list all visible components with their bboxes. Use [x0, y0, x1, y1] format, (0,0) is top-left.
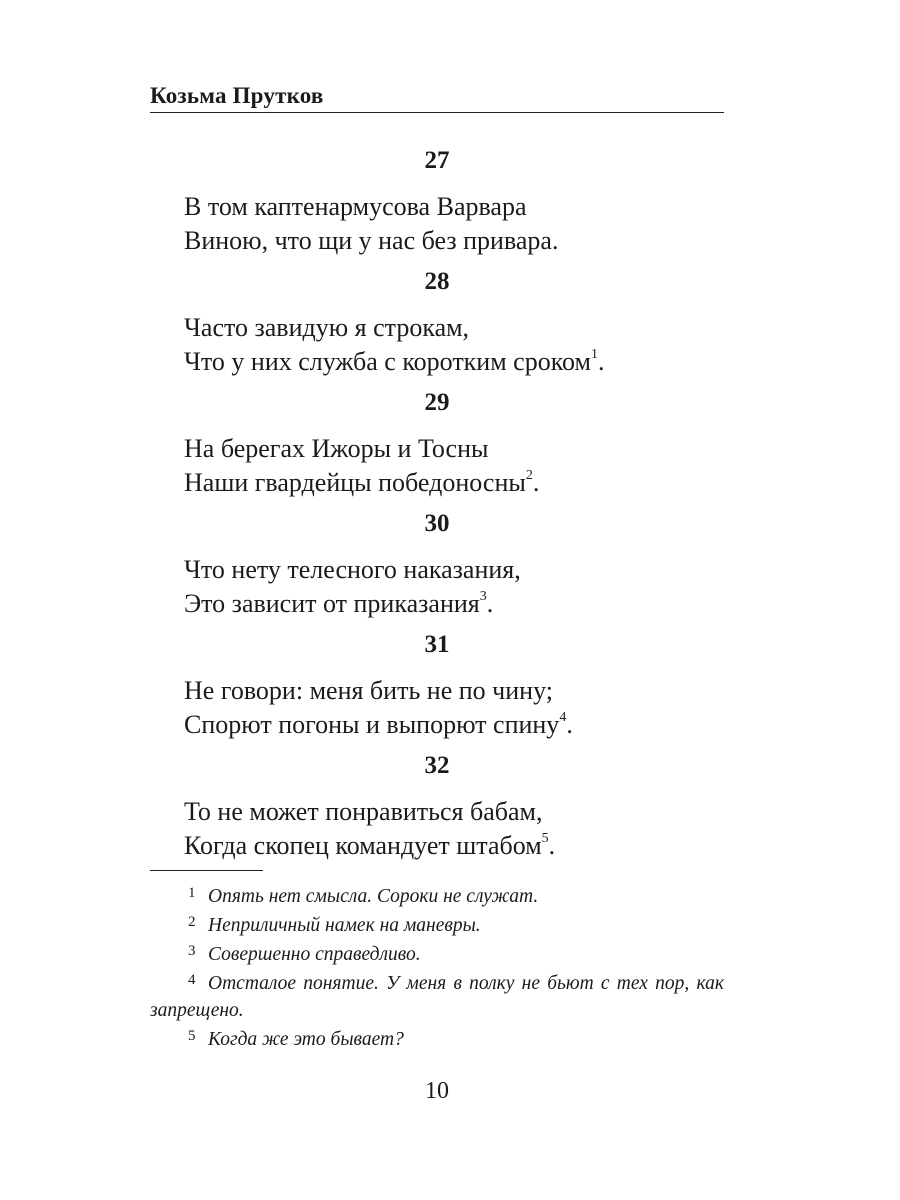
stanza-line-text: Виною, что щи у нас без привара. [184, 226, 559, 255]
stanza-line [184, 468, 539, 503]
poem-stanzas [0, 146, 900, 872]
footnote-reference[interactable]: 4 [559, 710, 567, 725]
footnote-mark: 5 [188, 1028, 196, 1044]
page-number: 10 [425, 1078, 449, 1104]
stanza-line [184, 226, 558, 256]
stanza [0, 267, 900, 388]
stanza-line-text: Спорют погоны и выпорют спину [184, 710, 560, 739]
stanza-line [184, 831, 555, 866]
footnote [150, 970, 724, 1024]
footnote-mark: 4 [188, 972, 196, 988]
stanza-number: 27 [424, 147, 450, 174]
stanza-line-text: Это зависит от приказания [184, 589, 480, 618]
stanza-number: 29 [424, 389, 450, 416]
footnote-text: Опять нет смысла. Сороки не служат. [208, 886, 539, 907]
footnote-divider [150, 870, 263, 871]
stanza-line-end: . [598, 347, 605, 376]
stanza-line: Часто завидую я строкам, [184, 313, 470, 342]
footnote-reference[interactable]: 3 [479, 589, 487, 604]
footnote [150, 941, 724, 968]
footnote [150, 912, 724, 939]
stanza [0, 751, 900, 872]
footnotes [150, 883, 724, 1055]
footnote-text: Отсталое понятие. У меня в полку не бьют с тех пор, как запрещено. [150, 973, 724, 1021]
running-header [150, 84, 724, 113]
footnote-reference[interactable]: 1 [591, 347, 598, 362]
stanza-number: 31 [424, 631, 450, 658]
stanza [0, 630, 900, 751]
stanza-line-end: . [532, 468, 540, 497]
stanza-line-text: Когда скопец командует штабом [184, 831, 542, 860]
stanza-line-text: Что у них служба с коротким сроком [184, 347, 591, 376]
stanza-line-end: . [566, 710, 573, 739]
footnote-mark: 2 [188, 914, 196, 930]
footnote-text: Неприличный намек на маневры. [208, 915, 481, 936]
stanza-line-text: Наши гвардейцы победоносны [184, 468, 526, 497]
stanza-number: 28 [424, 268, 450, 295]
stanza-line [184, 347, 605, 382]
stanza-line-end: . [486, 589, 494, 618]
stanza-number: 32 [424, 752, 450, 779]
footnote-mark: 1 [188, 885, 196, 901]
footnote-text: Когда же это бывает? [208, 1029, 404, 1050]
footnote-mark: 3 [188, 943, 196, 959]
stanza-line-end: . [548, 831, 556, 860]
stanza-number: 30 [424, 510, 450, 537]
footnote [150, 883, 724, 910]
stanza-line: В том каптенармусова Варвара [184, 192, 527, 221]
footnote-reference[interactable]: 2 [525, 468, 533, 483]
stanza [0, 388, 900, 509]
stanza-line: На берегах Ижоры и Тосны [184, 434, 489, 463]
stanza [0, 146, 900, 267]
footnote [150, 1026, 724, 1053]
stanza-line: Не говори: меня бить не по чину; [184, 676, 553, 705]
stanza-line [184, 710, 573, 745]
stanza-line [184, 589, 493, 624]
stanza [0, 509, 900, 630]
stanza-line: То не может понравиться бабам, [184, 797, 543, 826]
footnote-reference[interactable]: 5 [541, 831, 549, 846]
running-header-author: Козьма Прутков [150, 83, 324, 108]
stanza-line: Что нету телесного наказания, [184, 555, 521, 584]
footnote-text: Совершенно справедливо. [208, 944, 421, 965]
